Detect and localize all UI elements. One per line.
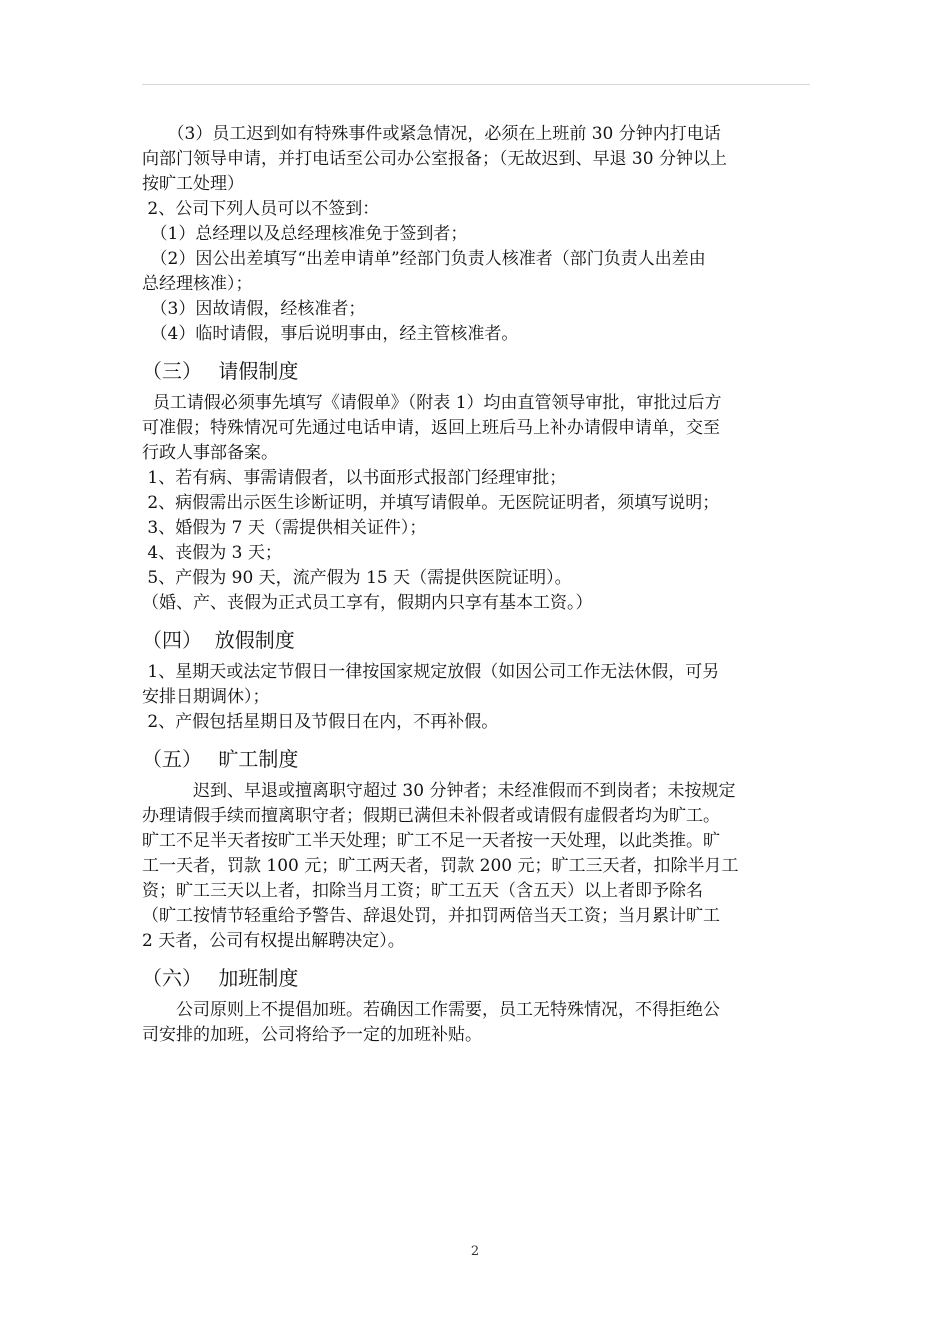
- list-item: （4）临时请假，事后说明事由，经主管核准者。: [142, 324, 519, 344]
- list-item: （1）总经理以及总经理核准免于签到者；: [142, 224, 468, 244]
- list-item: 2、公司下列人员可以不签到：: [142, 199, 380, 219]
- document-body: [142, 122, 810, 1048]
- list-item: （3）因故请假，经核准者；: [142, 299, 366, 319]
- paragraph-line: （旷工按情节轻重给予警告、辞退处罚，并扣罚两倍当天工资；当月累计旷工: [142, 906, 720, 926]
- section-heading-overtime: （六） 加班制度: [142, 966, 299, 990]
- paragraph-line: 按旷工处理）: [142, 174, 244, 194]
- list-item: 1、星期天或法定节假日一律按国家规定放假（如因公司工作无法休假，可另: [142, 662, 720, 682]
- paragraph-line: 公司原则上不提倡加班。若确因工作需要，员工无特殊情况，不得拒绝公: [142, 1000, 720, 1020]
- section-heading-absence: （五） 旷工制度: [142, 747, 299, 771]
- list-item: 2、病假需出示医生诊断证明，并填写请假单。无医院证明者，须填写说明；: [142, 493, 720, 513]
- paragraph-line: 司安排的加班，公司将给予一定的加班补贴。: [142, 1025, 482, 1045]
- paragraph-line: 行政人事部备案。: [142, 443, 278, 463]
- header-rule: [142, 84, 810, 85]
- paragraph-line: 旷工不足半天者按旷工半天处理；旷工不足一天者按一天处理，以此类推。旷: [142, 831, 720, 851]
- paragraph-line: （3）员工迟到如有特殊事件或紧急情况，必须在上班前 30 分钟内打电话: [142, 124, 721, 144]
- section-heading-holiday: （四） 放假制度: [142, 628, 295, 652]
- list-item: 总经理核准）；: [142, 274, 253, 294]
- paragraph-line: 可准假；特殊情况可先通过电话申请，返回上班后马上补办请假申请单，交至: [142, 418, 720, 438]
- paragraph-line: 迟到、早退或擅离职守超过 30 分钟者；未经准假而不到岗者；未按规定: [142, 781, 736, 801]
- paragraph-line: 办理请假手续而擅离职守者；假期已满但未补假者或请假有虚假者均为旷工。: [142, 806, 720, 826]
- paragraph-line: （婚、产、丧假为正式员工享有，假期内只享有基本工资。）: [142, 593, 593, 613]
- list-item: 2、产假包括星期日及节假日在内，不再补假。: [142, 712, 499, 732]
- list-item: 3、婚假为 7 天（需提供相关证件）；: [142, 518, 427, 538]
- paragraph-line: 资；旷工三天以上者，扣除当月工资；旷工五天（含五天）以上者即予除名: [142, 881, 703, 901]
- section-heading-leave: （三） 请假制度: [142, 359, 299, 383]
- paragraph-line: 2 天者，公司有权提出解聘决定）。: [142, 931, 405, 951]
- page-number: 2: [470, 1244, 480, 1259]
- list-item: 1、若有病、事需请假者，以书面形式报部门经理审批；: [142, 468, 567, 488]
- paragraph-line: 工一天者，罚款 100 元；旷工两天者，罚款 200 元；旷工三天者，扣除半月工: [142, 856, 739, 876]
- list-item: 安排日期调休）；: [142, 687, 270, 707]
- paragraph-line: 员工请假必须事先填写《请假单》（附表 1）均由直管领导审批，审批过后方: [142, 393, 722, 413]
- list-item: 5、产假为 90 天，流产假为 15 天（需提供医院证明）。: [142, 568, 572, 588]
- list-item: （2）因公出差填写“出差申请单”经部门负责人核准者（部门负责人出差由: [142, 249, 706, 269]
- paragraph-line: 向部门领导申请，并打电话至公司办公室报备；（无故迟到、早退 30 分钟以上: [142, 149, 727, 169]
- list-item: 4、丧假为 3 天；: [142, 543, 282, 563]
